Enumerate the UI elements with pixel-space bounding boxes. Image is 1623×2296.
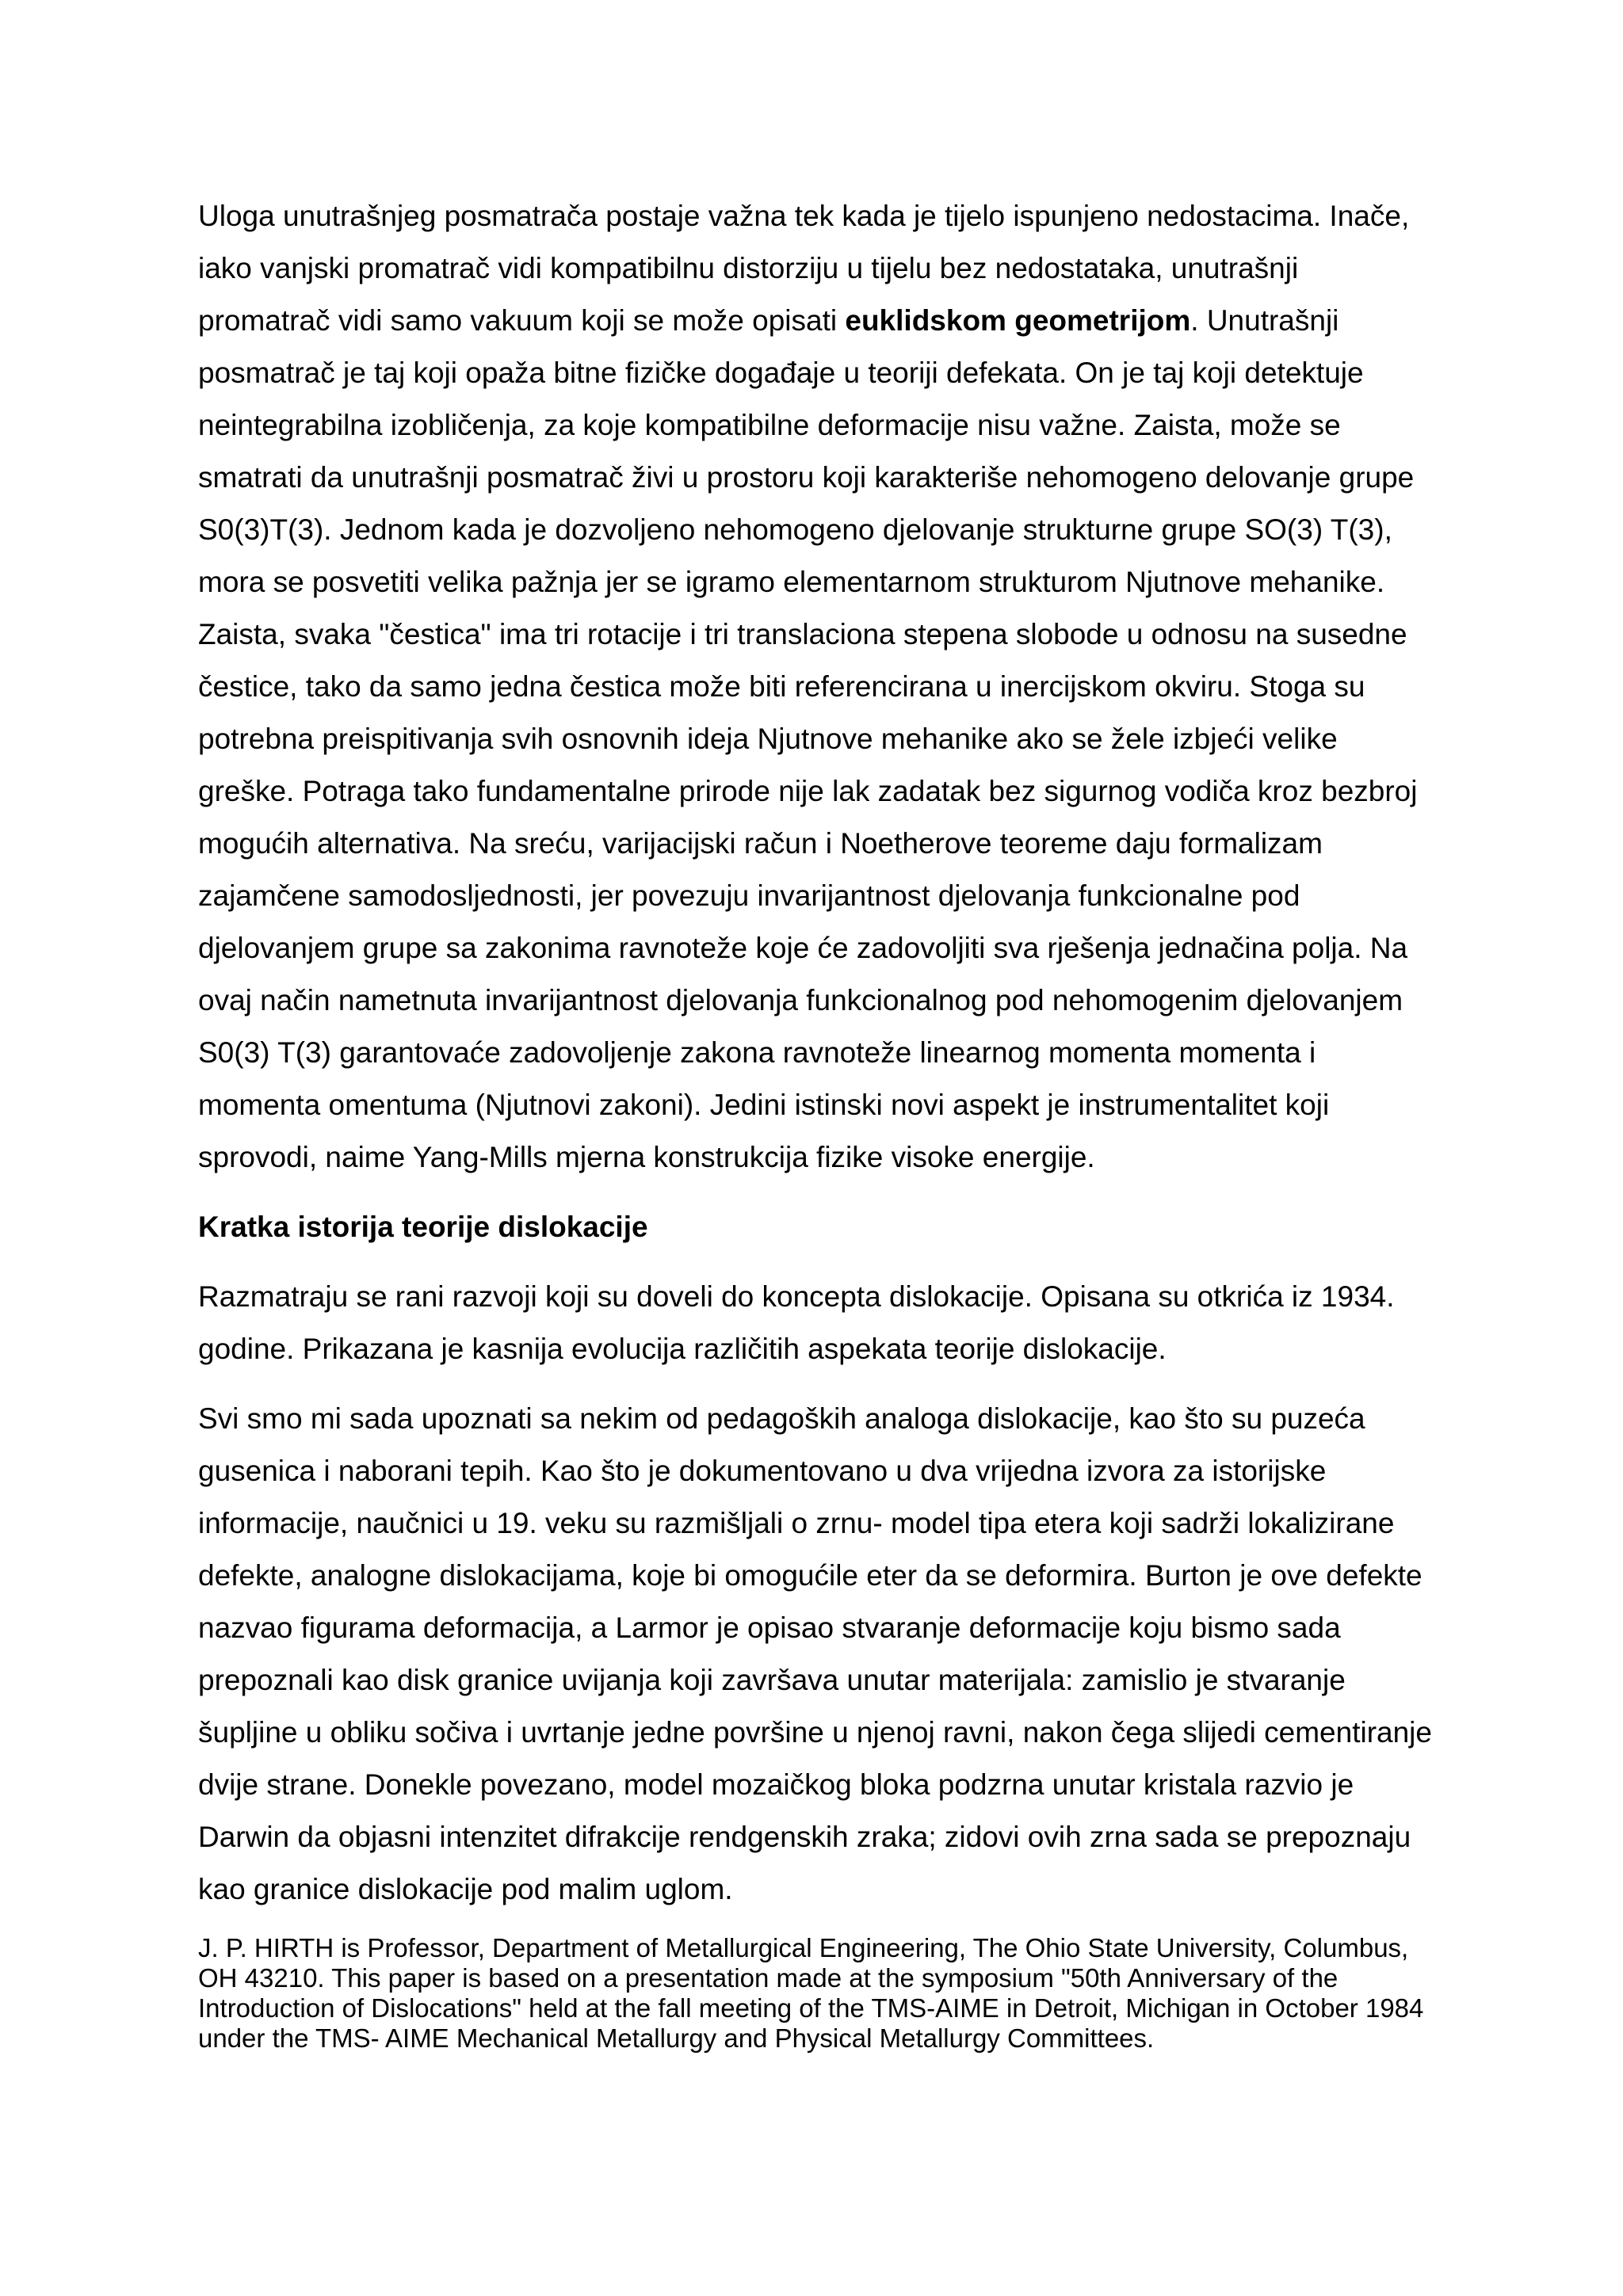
paragraph-text: . Unutrašnji posmatrač je taj koji opaža bitne fizičke događaje u teoriji defekata. On je taj koji detektuje neintegrabilna izobličenja, za koje kompatibilne deformacije nisu važne. Zaista, može se smatrati da unutrašnji posmatrač živi u prostoru koji karakteriše nehomogeno delovanje grupe S0(3)T(3). Jednom kada je dozvoljeno nehomogeno djelovanje strukturne grupe SO(3) T(3), mora se posvetiti velika pažnja jer se igramo elementarnom strukturom Njutnove mehanike. Zaista, svaka "čestica" ima tri rotacije i tri translaciona stepena slobode u odnosu na susedne čestice, tako da samo jedna čestica može biti referencirana u inercijskom okviru. Stoga su potrebna preispitivanja svih osnovnih ideja Njutnove mehanike ako se žele izbjeći velike greške. Potraga tako fundamentalne prirode nije lak zadatak bez sigurnog vodiča kroz bezbroj mogućih alternativa. Na sreću, varijacijski račun i Noetherove teoreme daju formalizam zajamčene samodosljednosti, jer povezuju invarijantnost djelovanja funkcionalne pod djelovanjem grupe sa zakonima ravnoteže koje će zadovoljiti sva rješenja jednačina polja. Na ovaj način nametnuta invarijantnost djelovanja funkcionalnog pod nehomogenim djelovanjem S0(3) T(3) garantovaće zadovoljenje zakona ravnoteže linearnog momenta momenta i momenta omentuma (Njutnovi zakoni). Jedini istinski novi aspekt je instrumentalitet koji sprovodi, naime Yang-Mills mjerna konstrukcija fizike visoke energije. <box>198 304 1418 1173</box>
paragraph-text: Uloga unutrašnjeg posmatrača postaje važna tek kada je tijelo ispunjeno nedostacima. Inače, iako vanjski promatrač vidi kompatibilnu distorziju u tijelu bez nedostataka, unutrašnji promatrač vidi samo vakuum koji se može opisati <box>198 200 1410 337</box>
author-footnote: J. P. HIRTH is Professor, Department of Metallurgical Engineering, The Ohio State University, Columbus, OH 43210. This paper is based on a presentation made at the symposium "50th Anniversary of the Introduction of Dislocations" held at the fall meeting of the TMS-AIME in Detroit, Michigan in October 1984 under the TMS- AIME Mechanical Metallurgy and Physical Metallurgy Committees. <box>198 1933 1424 2053</box>
body-paragraph-summary: Razmatraju se rani razvoji koji su doveli do koncepta dislokacije. Opisana su otkrića iz 1934. godine. Prikazana je kasnija evolucija različitih aspekata teorije dislokacije. <box>198 1280 1395 1365</box>
section-heading: Kratka istorija teorije dislokacije <box>198 1211 648 1243</box>
bold-term: euklidskom geometrijom <box>845 304 1191 337</box>
body-paragraph-history: Svi smo mi sada upoznati sa nekim od pedagoških analoga dislokacije, kao što su puzeća gusenica i naborani tepih. Kao što je dokumentovano u dva vrijedna izvora za istorijske informacije, naučnici u 19. veku su razmišljali o zrnu- model tipa etera koji sadrži lokalizirane defekte, analogne dislokacijama, koje bi omogućile eter da se deformira. Burton je ove defekte nazvao figurama deformacija, a Larmor je opisao stvaranje deformacije koju bismo sada prepoznali kao disk granice uvijanja koji završava unutar materijala: zamislio je stvaranje šupljine u obliku sočiva i uvrtanje jedne površine u njenoj ravni, nakon čega slijedi cementiranje dvije strane. Donekle povezano, model mozaičkog bloka podzrna unutar kristala razvio je Darwin da objasni intenzitet difrakcije rendgenskih zraka; zidovi ovih zrna sada se prepoznaju kao granice dislokacije pod malim uglom. <box>198 1402 1432 1905</box>
body-paragraph-intro <box>198 190 1434 1184</box>
document-page <box>198 190 1434 2054</box>
